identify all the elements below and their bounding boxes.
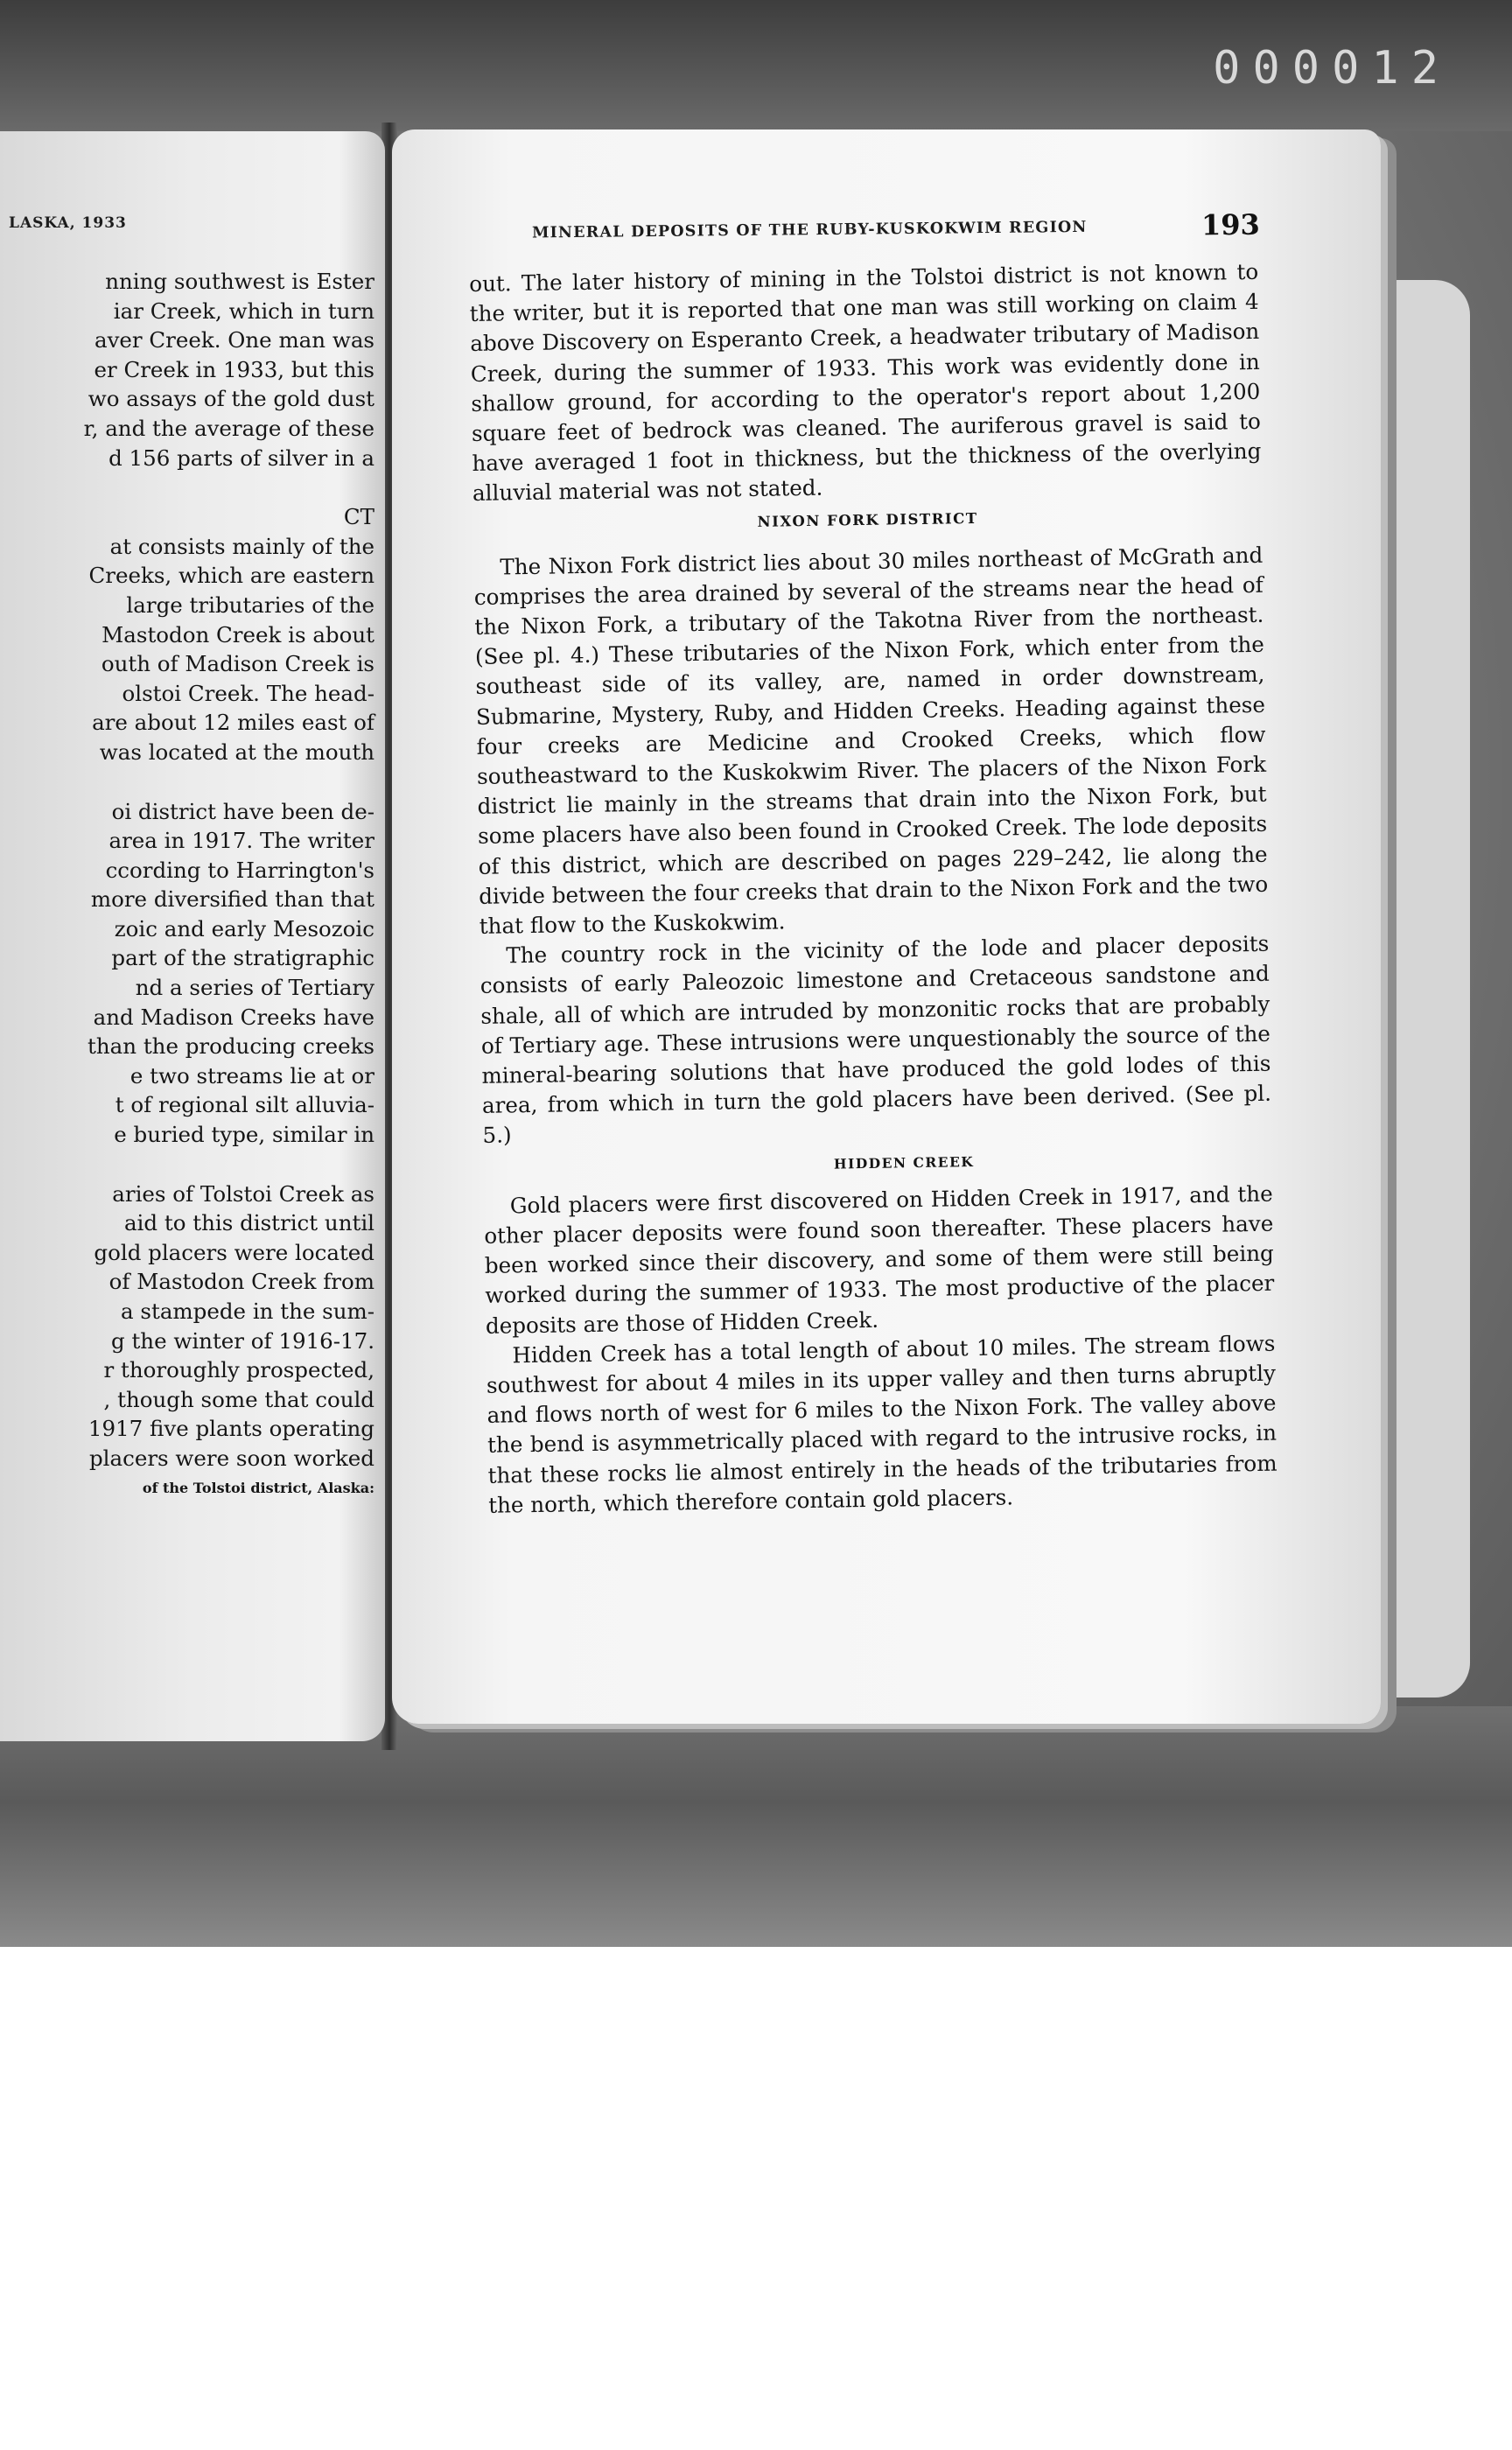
paragraph: The Nixon Fork district lies about 30 miles northeast of McGrath and comprises the area drained by several of the streams near the head of the Nixon Fork, a tributary of the Takotna River from the northeast. (See pl. 4.) These tributaries of the Nixon Fork, which enter from the southeast side of its valley, are, named in order downstream, Submarine, Mystery, Ruby, and Hidden Creeks. Heading against these four creeks are Medicine and Crooked Creeks, which flow southeastward to the Kuskokwim River. The placers of the Nixon Fork district lie mainly in the streams that drain into the Nixon Fork, but some placers have also been found in Crooked Creek. The lode deposits of this district, which are described on pages 229–242, lie along the divide between the four creeks that drain to the Nixon Fork and the two that flow to the Kuskokwim. [473,542,1269,939]
text-line: Mastodon Creek is about [102,621,374,648]
text-line: placers were soon worked [89,1445,374,1471]
text-line: part of the stratigraphic [111,945,374,971]
text-line: aid to this district until [123,1210,374,1236]
line-gap [7,1150,374,1180]
text-line: d 156 parts of silver in a [108,444,374,471]
text-line: gold placers were located [94,1239,374,1265]
text-line: nning southwest is Ester [105,269,374,294]
text-line: at consists mainly of the [109,533,374,559]
paragraph: out. The later history of mining in the Tolstoi district is not known to the writer, but it is reported that one man was still working on claim 4 above Discovery on Esperanto Creek, a headwater tributary of Madison Creek, during the summer of 1933. This work was evidently done in shallow ground, for according to the operator's report about 1,200 square feet of bedrock was cleaned. The auriferous gravel is said to have averaged 1 foot in thickness, but the thickness of the overlying alluvial material was not stated. [469,258,1262,507]
section-heading: HIDDEN CREEK [833,1152,975,1172]
text-line: zoic and early Mesozoic [114,915,374,942]
text-line: olstoi Creek. The head- [122,680,374,706]
page-number: 193 [1200,207,1260,242]
left-page [0,131,385,1741]
text-line: area in 1917. The writer [108,828,374,854]
text-line: e buried type, similar in [114,1122,374,1148]
text-line: was located at the mouth [99,738,374,765]
text-line: and Madison Creeks have [93,1004,374,1030]
text-line: CT [343,504,374,530]
paragraph: The country rock in the vicinity of the lode and placer deposits consists of early Paleozoic limestone and Cretaceous sandstone and shale, all of which are intruded by monzonitic rocks that are probably of Tertiary age. These intrusions were unquestionably the source of the mineral-bearing solutions that have produced the gold lodes of this area, from which in turn the gold placers have been derived. (See pl. 5.) [480,931,1272,1149]
text-line: 1917 five plants operating [88,1416,374,1442]
text-line: are about 12 miles east of [92,710,374,736]
left-page-text [7,267,374,1502]
left-running-head: LASKA, 1933 [9,214,127,232]
text-line: r, and the average of these [83,415,374,441]
text-line: g the winter of 1916-17. [110,1327,374,1354]
text-line: than the producing creeks [88,1033,374,1060]
text-line: more diversified than that [90,886,374,913]
text-line: of the Tolstoi district, Alaska: [142,1479,374,1496]
text-line: er Creek in 1933, but this [94,356,374,382]
underlying-page-edge [1365,280,1470,1698]
text-line: nd a series of Tertiary [135,975,374,1001]
text-line: Creeks, which are eastern [88,563,374,589]
text-line: aver Creek. One man was [94,327,374,354]
running-head: MINERAL DEPOSITS OF THE RUBY-KUSKOKWIM REGION [531,218,1088,242]
text-line: a stampede in the sum- [121,1298,374,1324]
scan-bottom-shadow [0,1706,1512,1947]
line-gap [7,472,374,502]
paragraph: Gold placers were first discovered on Hidden Creek in 1917, and the other placer deposits were found soon thereafter. These placers have been worked since their discovery, and some of them were still being worked during the summer of 1933. The most productive of the placer deposits are those of Hidden Creek. [484,1180,1275,1339]
paragraph: Hidden Creek has a total length of about 10 miles. The stream flows southwest for about 4 miles in its upper valley and then turns abruptly and flows north of west for 6 miles to the Nixon Fork. The valley above the bend is asymmetrically placed with regard to the intrusive rocks, in that these rocks lie almost entirely in the heads of the tributaries from the north, which therefore contain gold placers. [486,1330,1278,1518]
text-line: iar Creek, which in turn [113,298,374,324]
text-line: ccording to Harrington's [105,857,374,883]
section-heading: NIXON FORK DISTRICT [757,509,978,530]
text-line: r thoroughly prospected, [103,1357,374,1383]
text-line: wo assays of the gold dust [88,386,374,412]
text-line: aries of Tolstoi Creek as [112,1180,374,1207]
line-gap [7,767,374,797]
text-line: t of regional silt alluvia- [115,1092,374,1118]
page-body [469,257,1278,1521]
text-line: of Mastodon Creek from [108,1269,374,1295]
text-line: outh of Madison Creek is [101,651,374,677]
document-stamp-number: 000012 [1213,42,1451,94]
text-line: large tributaries of the [126,592,374,618]
text-line: , though some that could [103,1386,374,1412]
right-page [392,130,1381,1724]
text-line: oi district have been de- [111,798,374,824]
text-line: e two streams lie at or [130,1062,374,1088]
